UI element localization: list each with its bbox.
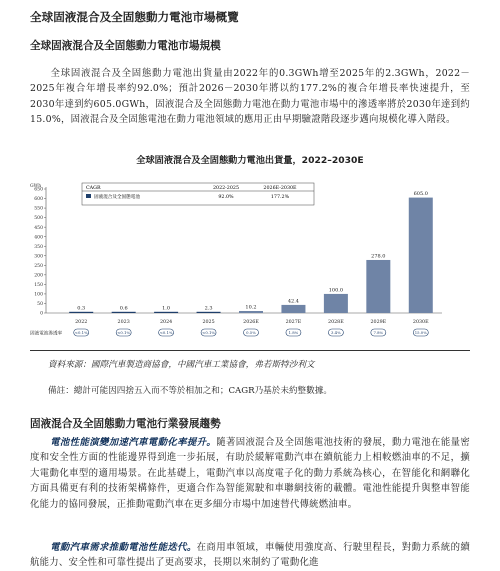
bar-value-label: 10.2 [245, 304, 257, 311]
legend-col-period-1: 2022-2025 [212, 186, 240, 191]
x-tick-label: 2029E [370, 320, 387, 325]
x-tick-label: 2024 [160, 320, 173, 325]
market-size-text: 全球固液混合及全固態動力電池出貨量由2022年的0.3GWh增至2025年的2.3GWh，2022－2025年複合年增長率約92.0%；預計2026－2030年將以約177.2%的複合年增長率快速提升，至2030年達到約605.0GWh，固液混合及全固態動力電池在動力電池市場中的滲透率將於2030年達到約15.0%，固液混合及全固態電池在動力電池領域的應用正由早期驗證階段逐步邁向規模化導入階段。 [30, 68, 470, 126]
page-title: 全球固液混合及全固態動力電池市場概覽 [30, 10, 239, 24]
remark-note: 備註：總計可能因四捨五入而不等於相加之和；CAGR乃基於未約整數據。 [48, 386, 332, 396]
y-tick-label: 650 [34, 187, 43, 193]
x-tick-label: 2022 [75, 320, 88, 325]
penetration-value: 1.8% [288, 330, 299, 336]
y-tick-label: 300 [34, 254, 43, 260]
bar-value-label: 0.6 [119, 305, 128, 312]
legend-col-cagr: CAGR [86, 186, 101, 191]
bar-2026E [239, 311, 263, 313]
y-tick-label: 350 [34, 244, 43, 250]
legend-series-label: 固液混合及全固態電池 [94, 195, 140, 200]
x-tick-label: 2027E [285, 320, 302, 325]
x-tick-label: 2028E [328, 320, 344, 325]
penetration-value: 0.5% [246, 330, 256, 336]
bar-2029E [366, 260, 390, 313]
chart-title: 全球固液混合及全固態動力電池出貨量，2022–2030E [136, 155, 364, 166]
bar-value-label: 2.3 [204, 305, 213, 312]
trend-2-lead: 電動汽車需求推動電池性能迭代。 [50, 542, 197, 553]
legend-cagr-value-1: 92.0% [218, 195, 234, 200]
bar-2025 [197, 312, 221, 313]
y-axis-label: GWh [30, 184, 42, 189]
penetration-value: 7.8% [373, 330, 384, 336]
y-tick-label: 150 [34, 282, 43, 288]
y-tick-label: 250 [34, 263, 43, 269]
trend-1-body: 隨著固液混合及全固態電池技術的發展，動力電池在能量密度和安全性方面的性能邊界得到進一步拓展，有助於緩解電動汽車在續航能力上相較燃油車的不足，擴大電動化車型的適用場景。在此基礎上，電動汽車以高度電子化的動力系統為核心，在智能化和網聯化方面具備更有利的技術架構條件，更適合作為智能駕駛和車聯網技術的載體。電池性能提升與整車智能化能力的協同發展，正推動電動汽車在更多細分市場中加速替代傳統燃油車。 [30, 437, 470, 510]
bar-value-label: 278.0 [371, 253, 386, 260]
y-tick-label: 50 [37, 302, 43, 308]
penetration-value: <0.1% [74, 330, 88, 336]
legend-cagr-value-2: 177.2% [270, 195, 290, 200]
bar-2030E [409, 198, 433, 313]
penetration-row-label: 固液電池滲透率 [30, 331, 63, 337]
y-tick-label: 500 [34, 216, 43, 222]
y-tick-label: 400 [34, 235, 43, 241]
trend-1-lead: 電池性能演變加速汽車電動化率提升。 [50, 437, 217, 448]
trend-paragraph-1 [30, 435, 470, 512]
legend-swatch [86, 194, 91, 198]
bar-value-label: 1.0 [162, 305, 171, 312]
trend-2-body: 在商用車領域，車輛使用強度高、行駛里程長，對動力系統的續航能力、安全性和可靠性提出了更高要求，長期以來制約了電動化進 [30, 542, 470, 569]
y-tick-label: 0 [40, 311, 43, 317]
bar-value-label: 605.0 [413, 191, 428, 198]
x-tick-label: 2030E [412, 320, 429, 325]
penetration-value: 3.4% [331, 330, 341, 336]
y-tick-label: 450 [34, 225, 43, 231]
y-tick-label: 550 [34, 206, 43, 212]
penetration-value: 15.0% [414, 330, 427, 336]
penetration-value: <0.1% [159, 330, 173, 336]
market-size-paragraph [30, 66, 470, 128]
divider-line [30, 350, 470, 351]
section-heading-market-size: 全球固液混合及全固態動力電池市場規模 [30, 40, 221, 52]
y-tick-label: 200 [34, 273, 43, 279]
bar-2028E [324, 294, 348, 313]
section-heading-trends: 固液混合及全固態動力電池行業發展趨勢 [30, 418, 221, 430]
bar-value-label: 0.3 [77, 305, 86, 312]
bar-value-label: 100.0 [328, 287, 344, 294]
bar-2024 [154, 312, 178, 313]
y-tick-label: 100 [34, 292, 43, 298]
bar-value-label: 42.4 [287, 298, 300, 305]
bar-2027E [281, 305, 305, 313]
penetration-value: <0.1% [117, 330, 131, 336]
penetration-value: <0.1% [202, 330, 215, 336]
y-tick-label: 600 [34, 197, 43, 203]
legend-col-period-2: 2026E-2030E [263, 186, 297, 191]
x-tick-label: 2026E [243, 320, 259, 325]
x-tick-label: 2025 [202, 320, 215, 325]
trend-paragraph-2 [30, 540, 470, 571]
bar-2022 [69, 312, 93, 313]
source-note: 資料來源：國際汽車製造商協會，中國汽車工業協會，弗若斯特沙利文 [48, 360, 315, 370]
bar-2023 [112, 312, 136, 313]
x-tick-label: 2023 [117, 320, 130, 325]
shipment-bar-chart [30, 178, 470, 344]
